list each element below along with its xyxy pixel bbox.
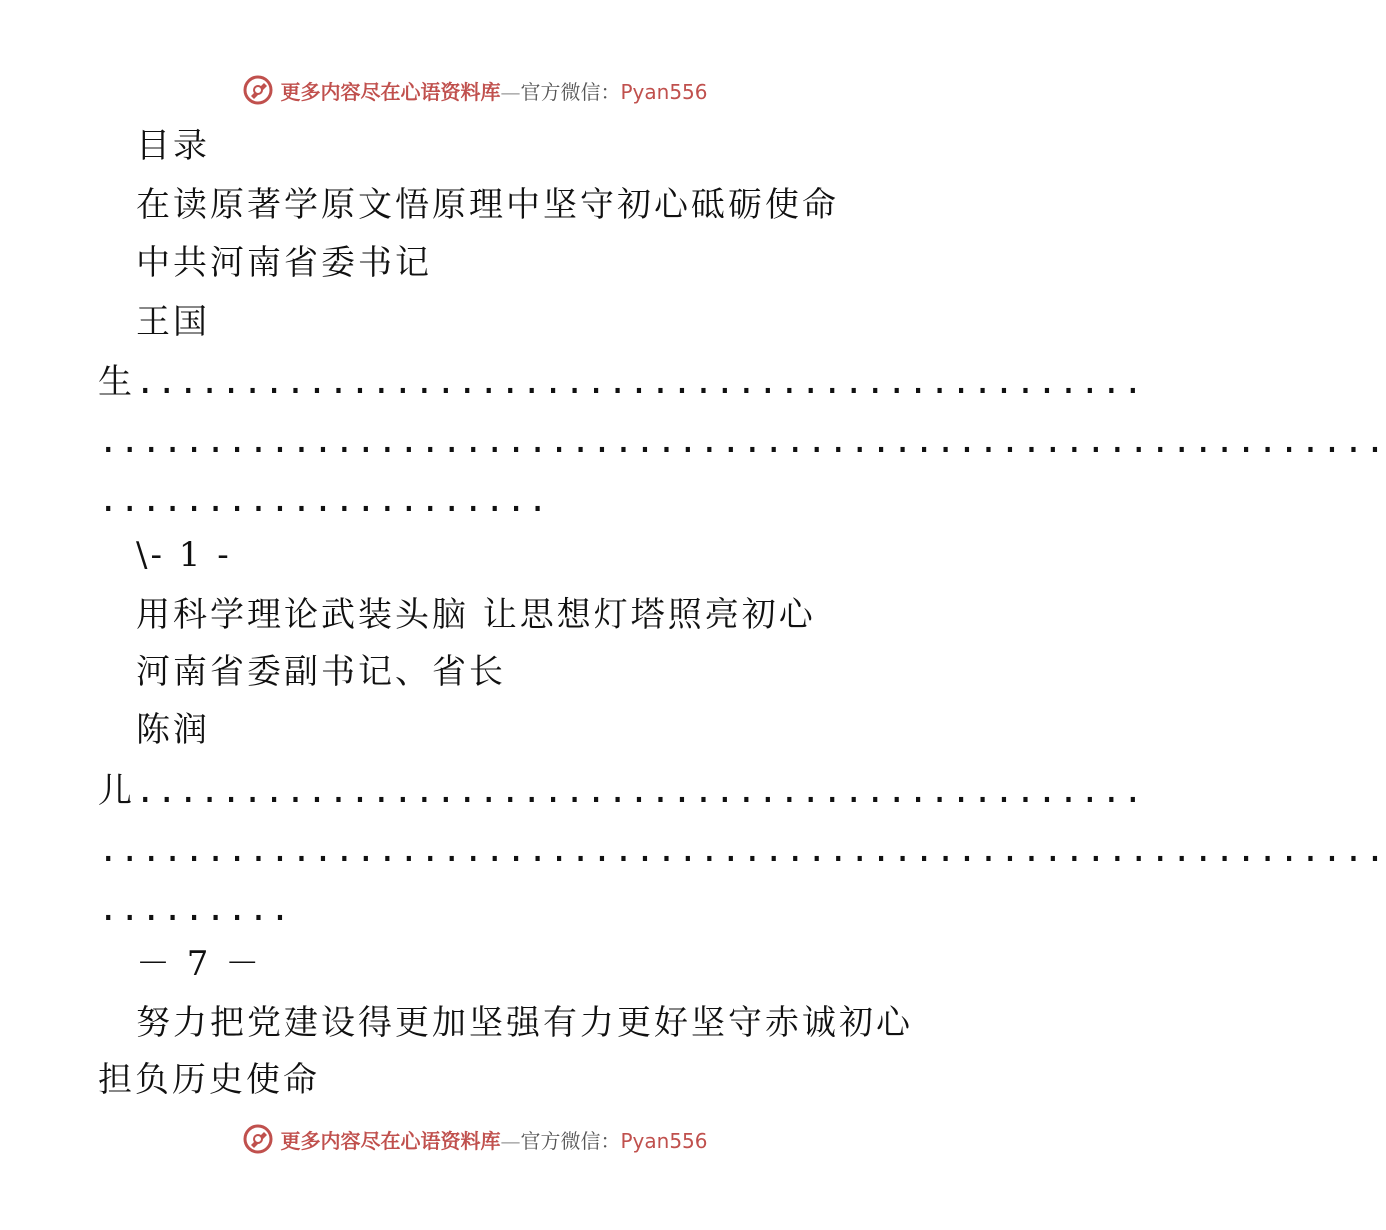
footer-watermark-bottom — [0, 1119, 950, 1159]
brand-logo-icon — [242, 1123, 274, 1155]
toc-entry-2-name: 陈润 — [136, 710, 210, 750]
toc-entry-2-heading: 用科学理论武装头脑 让思想灯塔照亮初心 — [136, 595, 816, 635]
toc-entry-2-name-cont: 儿............................................... — [98, 771, 1145, 811]
toc-entry-1-leader-2: ............................................................ — [98, 421, 1386, 461]
toc-entry-1-page: \- 1 - — [136, 535, 232, 575]
header-text: 更多内容尽在心语资料库—官方微信：Pyan556 — [280, 79, 708, 104]
toc-entry-2-leader-3: ......... — [98, 889, 292, 929]
header-watermark-top — [0, 70, 950, 110]
toc-entry-1-leader-3: ..................... — [98, 480, 549, 520]
toc-entry-2-page: － 7 － — [136, 944, 263, 984]
brand-logo-icon — [242, 74, 274, 106]
toc-entry-1-name-cont: 生............................................... — [98, 362, 1145, 402]
toc-entry-3-heading-2: 担负历史使命 — [98, 1060, 320, 1100]
toc-entry-2-author-title: 河南省委副书记、省长 — [136, 652, 506, 692]
toc-entry-1-heading: 在读原著学原文悟原理中坚守初心砥砺使命 — [136, 185, 839, 225]
toc-title: 目录 — [136, 126, 210, 166]
toc-entry-1-author-title: 中共河南省委书记 — [136, 243, 432, 283]
footer-text: 更多内容尽在心语资料库—官方微信：Pyan556 — [280, 1128, 708, 1153]
toc-entry-1-name: 王国 — [136, 302, 210, 342]
toc-entry-3-heading-1: 努力把党建设得更加坚强有力更好坚守赤诚初心 — [136, 1003, 913, 1043]
toc-entry-2-leader-2: ............................................................ — [98, 830, 1386, 870]
